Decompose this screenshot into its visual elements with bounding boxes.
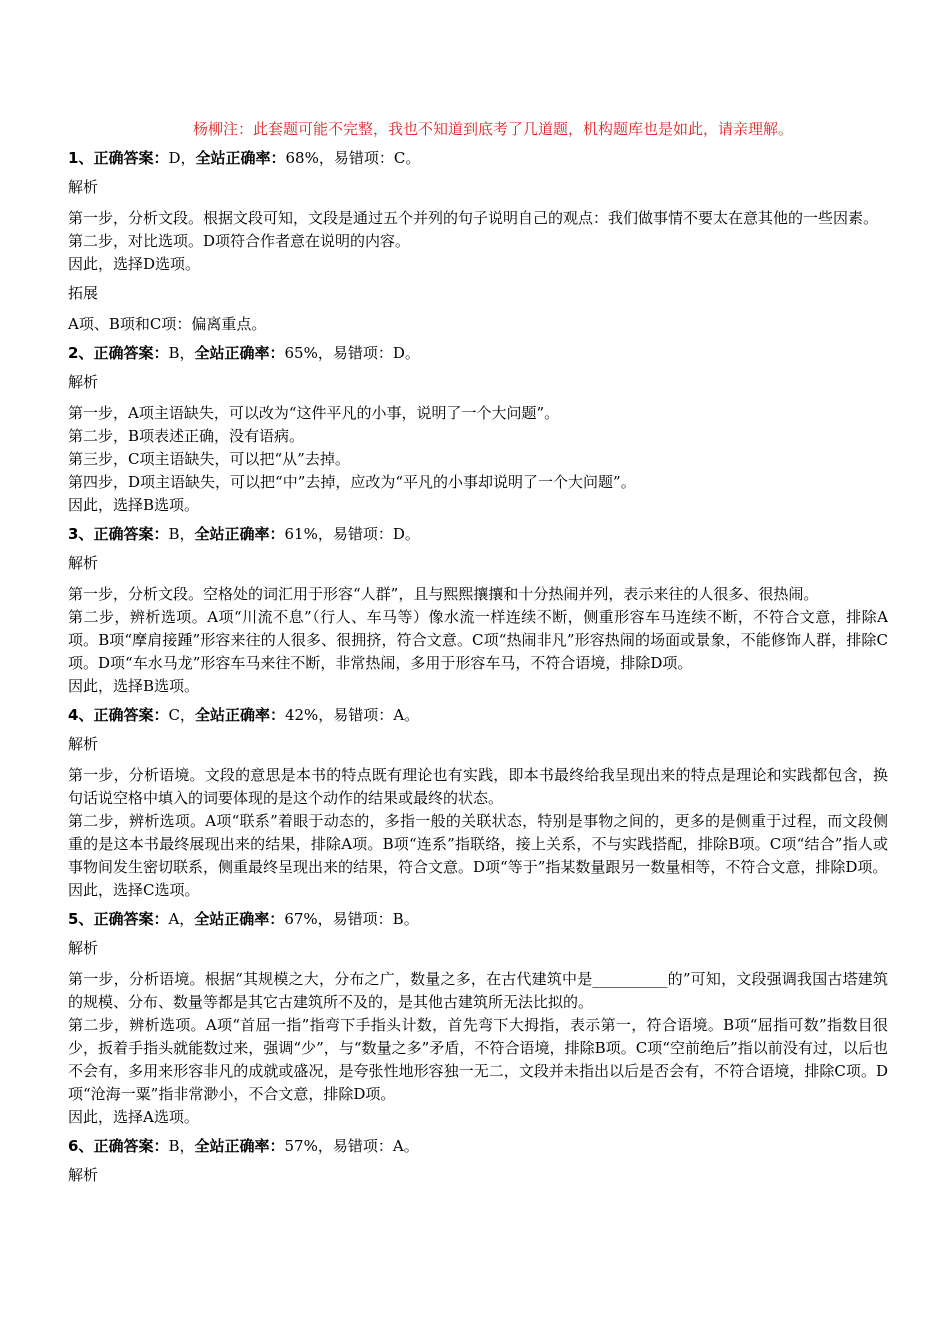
question-header: 6、正确答案：B，全站正确率：57%，易错项：A。 (68, 1137, 419, 1155)
analysis-conclusion: 因此，选择C选项。 (68, 881, 200, 899)
analysis-step: 第二步，辨析选项。A项“联系”着眼于动态的，多指一般的关联状态，特别是事物之间的，更多的是侧重于过程，而文段侧重的是这本书最终展现出来的结果，排除A项。B项“连系”指联络，接上关系，不与实践搭配，排除B项。C项“结合”指人或事物间发生密切联系，侧重最终呈现出来的结果，符合文意。D项“等于”指某数量跟另一数量相等，不符合文意，排除D项。 (68, 812, 888, 876)
analysis-step: 第一步，分析文段。空格处的词汇用于形容“人群”，且与熙熙攘攘和十分热闹并列，表示来往的人很多、很热闹。 (68, 585, 819, 603)
analysis-label: 解析 (68, 373, 99, 391)
question-2 (68, 342, 888, 517)
question-header: 1、正确答案：D，全站正确率：68%，易错项：C。 (68, 149, 421, 167)
analysis-step: 第三步，C项主语缺失，可以把“从”去掉。 (68, 450, 350, 468)
analysis-step: 第一步，分析语境。文段的意思是本书的特点既有理论也有实践，即本书最终给我呈现出来的特点是理论和实践都包含，换句话说空格中填入的词要体现的是这个动作的结果或最终的状态。 (68, 766, 888, 807)
analysis-label: 解析 (68, 1166, 99, 1184)
analysis-conclusion: 因此，选择D选项。 (68, 255, 201, 273)
extend-label: 拓展 (68, 284, 99, 302)
analysis-step: 第二步，辨析选项。A项“川流不息”（行人、车马等）像水流一样连续不断，侧重形容车马连续不断，不符合文意，排除A项。B项“摩肩接踵”形容来往的人很多、很拥挤，符合文意。C项“热闹非凡”形容热闹的场面或景象，不能修饰人群，排除C项。D项“车水马龙”形容车马来往不断，非常热闹，多用于形容车马，不符合语境，排除D项。 (68, 608, 888, 672)
analysis-label: 解析 (68, 178, 99, 196)
answer-document (68, 118, 888, 1195)
analysis-label: 解析 (68, 735, 99, 753)
question-header: 2、正确答案：B，全站正确率：65%，易错项：D。 (68, 344, 420, 362)
analysis-step: 第一步，A项主语缺失，可以改为“这件平凡的小事，说明了一个大问题”。 (68, 404, 560, 422)
analysis-step: 第四步，D项主语缺失，可以把“中”去掉，应改为“平凡的小事却说明了一个大问题”。 (68, 473, 636, 491)
question-6 (68, 1135, 888, 1187)
analysis-step: 第二步，对比选项。D项符合作者意在说明的内容。 (68, 232, 411, 250)
analysis-conclusion: 因此，选择B选项。 (68, 677, 200, 695)
question-5 (68, 908, 888, 1129)
question-header: 3、正确答案：B，全站正确率：61%，易错项：D。 (68, 525, 420, 543)
analysis-step: 第二步，辨析选项。A项“首屈一指”指弯下手指头计数，首先弯下大拇指，表示第一，符合语境。B项“屈指可数”指数目很少，扳着手指头就能数过来，强调“少”，与“数量之多”矛盾，不符合语境，排除B项。C项“空前绝后”指以前没有过，以后也不会有，多用来形容非凡的成就或盛况，是夸张性地形容独一无二，文段并未指出以后是否会有，不符合语境，排除C项。D项“沧海一粟”指非常渺小，不合文意，排除D项。 (68, 1016, 888, 1103)
question-header: 5、正确答案：A，全站正确率：67%，易错项：B。 (68, 910, 419, 928)
question-1 (68, 147, 888, 336)
analysis-step: 第一步，分析语境。根据“其规模之大，分布之广，数量之多，在古代建筑中是__________的”可知，文段强调我国古塔建筑的规模、分布、数量等都是其它古建筑所不及的，是其他古建筑所无法比拟的。 (68, 970, 888, 1011)
analysis-label: 解析 (68, 554, 99, 572)
analysis-step: 第一步，分析文段。根据文段可知，文段是通过五个并列的句子说明自己的观点：我们做事情不要太在意其他的一些因素。 (68, 209, 879, 227)
question-4 (68, 704, 888, 902)
question-header: 4、正确答案：C，全站正确率：42%，易错项：A。 (68, 706, 420, 724)
question-3 (68, 523, 888, 698)
editor-note: 杨柳注：此套题可能不完整，我也不知道到底考了几道题，机构题库也是如此，请亲理解。 (192, 120, 793, 138)
analysis-step: 第二步，B项表述正确，没有语病。 (68, 427, 305, 445)
analysis-label: 解析 (68, 939, 99, 957)
extend-text: A项、B项和C项：偏离重点。 (68, 315, 267, 333)
analysis-conclusion: 因此，选择B选项。 (68, 496, 200, 514)
analysis-conclusion: 因此，选择A选项。 (68, 1108, 199, 1126)
